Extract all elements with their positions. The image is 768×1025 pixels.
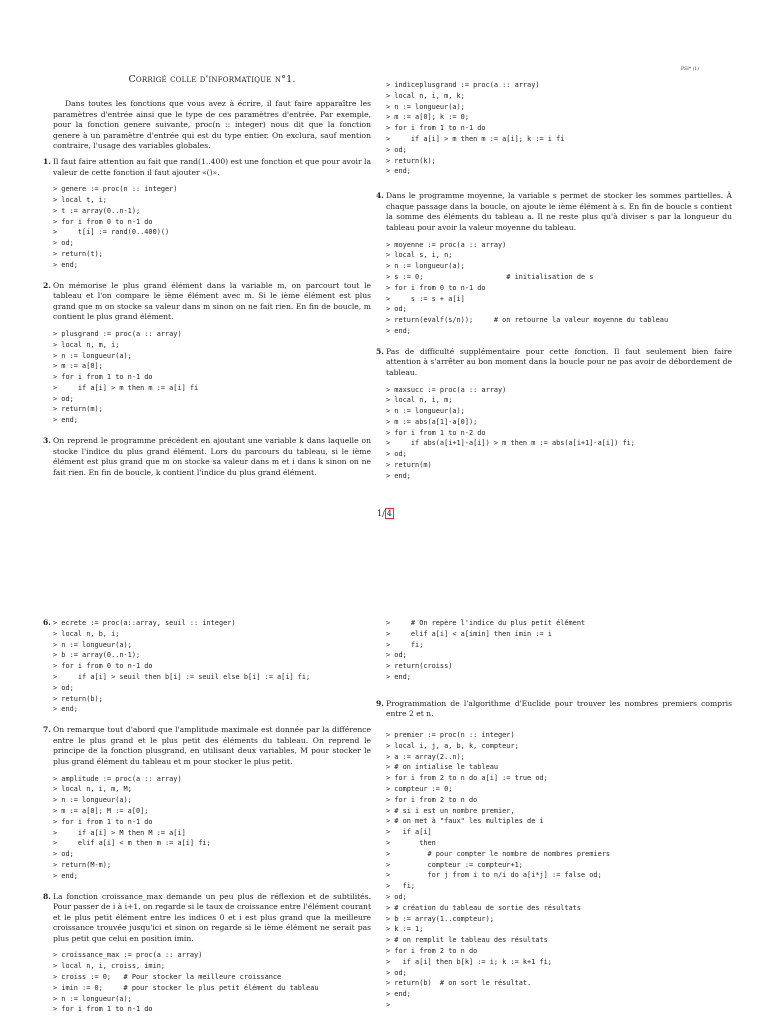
exercise-number: 5. <box>376 346 384 356</box>
exercise-number: 8. <box>43 891 51 901</box>
page-number <box>377 509 394 518</box>
exercise-7 <box>43 725 371 881</box>
intro-paragraph: Dans toutes les fonctions que vous avez à écrire, il faut faire apparaître les paramètres d'entrée ainsi que le type de ces paramètres d'entrée. Par exemple, pour la fonction genere suivante, proc(n :: integer) nous dit que la fonction genere à un paramètre d'entrée qui est du type entier. On exclura, sauf mention contraire, l'usage des variables globales. <box>53 99 371 151</box>
exercise-8-code-continued <box>386 618 732 683</box>
page-2-left-column <box>43 618 371 1025</box>
exercise-3-code <box>386 80 732 177</box>
page-marker: PSI* (1) <box>681 67 699 72</box>
page-2 <box>0 600 768 1024</box>
code-block: > indiceplusgrand := proc(a :: array) > local n, i, m, k; > n := longueur(a); > m := a[0]; k := 0; > for i from 1 to n-1 do > if a[i] > m then m := a[i]; k := i fi > od; > return(k); > end; <box>386 81 565 176</box>
exercise-text: On remarque tout d'abord que l'amplitude maximale est donnée par la différence entre le plus grand et le plus petit des éléments du tableau. On reprend le principe de la fonction plusgrand, en utilisant deux variables, M pour stocker le plus grand élément du tableau et m pour stocker le plus petit. <box>53 725 371 766</box>
exercise-4 <box>376 191 732 337</box>
exercise-text: Programmation de l'algorithme d'Euclide pour trouver les nombres premiers compris entre 2 et n. <box>386 698 732 719</box>
exercise-number: 1. <box>43 156 51 166</box>
page-1-right-column <box>376 74 732 492</box>
exercise-text: Dans le programme moyenne, la variable s permet de stocker les sommes partielles. À chaque passage dans la boucle, on ajoute le ième élément à s. En fin de boucle s contient la somme des éléments du tableau a. Il ne reste plus qu'à diviser s par la longueur du tableau pour avoir la valeur moyenne du tableau. <box>386 191 732 232</box>
exercise-text: On reprend le programme précédent en ajoutant une variable k dans laquelle on stocke l'indice du plus grand élément. Lors du parcours du tableau, si le ième élément est plus grand que m on stocke sa valeur dans m et i dans k sinon on ne fait rien. En fin de boucle, k contient l'indice du plus grand élément. <box>53 436 371 477</box>
code-block: > maxsucc := proc(a :: array) > local n, i, m; > n := longueur(a); > m := abs(a[1]-a[0]); > for i from 1 to n-2 do > if abs(a[i+1]-a[i]) > m then m := abs(a[i+1]-a[i]) fi; > od; > return(m) > end; <box>386 385 635 480</box>
exercise-number: 7. <box>43 725 51 735</box>
exercise-3 <box>43 436 371 478</box>
page-count-link[interactable]: 4 <box>386 509 392 518</box>
exercise-text: Il faut faire attention au fait que rand(1..400) est une fonction et que pour avoir la valeur de cette fonction il faut ajouter «()». <box>53 156 371 177</box>
exercise-text: Pas de difficulté supplémentaire pour cette fonction. Il faut seulement bien faire attention à s'arrêter au bon moment dans la boucle pour ne pas avoir de débordement de tableau. <box>386 346 732 377</box>
exercise-number: 6. <box>43 618 51 627</box>
code-block: > # On repère l'indice du plus petit élément > elif a[i] < a[imin] then imin := i > fi; > od; > return(croiss) > end; <box>386 619 586 681</box>
exercise-number: 4. <box>376 191 384 201</box>
exercise-number: 3. <box>43 436 51 446</box>
page-1-left-column <box>43 74 371 488</box>
document-title: Corrigé colle d'informatique n°1. <box>128 74 296 85</box>
code-block: > croissance_max := proc(a :: array) > local n, i, croiss, imin; > croiss := 0; # Pour stocker la meilleure croissance > imin := 0; # pour stocker le plus petit élément du tableau > n := longueur(a); > for i from 1 to n-1 do <box>53 951 319 1014</box>
exercise-8 <box>43 891 371 1016</box>
code-block: > genere := proc(n :: integer) > local t, i; > t := array(0..n-1); > for i from 0 to n-1 do > t[i] := rand(0..400)() > od; > return(t); > end; <box>53 185 178 269</box>
code-block: > premier := proc(n :: integer) > local i, j, a, b, k, compteur; > a := array(2..n); > # on intialise le tableau > for i from 2 to n do a[i] := true od; > compteur := 0; > for i from 2 to n do > # si i est un nombre premier, > # on met à "faux" les multiples de i > if a[i] > then > # pour compter le nombre de nombres premiers > compteur := compteur+1; > for j from i to n/i do a[i*j] := false od; > fi; > od; > # création du tableau de sortie des résultats > b := array(1..compteur); > k := 1; > # on remplit le tableau des résultats > for i from 2 to n do > if a[i] then b[k] := i; k := k+1 fi; > od; > return(b) # on sort le résultat. > end; > <box>386 730 611 1009</box>
exercise-2 <box>43 280 371 427</box>
exercise-5 <box>376 346 732 482</box>
page-2-right-column <box>376 618 732 1021</box>
exercise-1 <box>43 156 371 271</box>
code-block: > amplitude := proc(a :: array) > local n, i, m, M; > n := longueur(a); > m := a[0]; M := a[0]; > for i from 1 to n-1 do > if a[i] > M then M := a[i] > elif a[i] < m then m := a[i] fi; > od; > return(M-m); > end; <box>53 774 211 880</box>
exercise-number: 2. <box>43 280 51 290</box>
exercise-6 <box>43 618 371 715</box>
exercise-text: On mémorise le plus grand élément dans la variable m, on parcourt tout le tableau et l'on compare le ième élément avec m. Si le ième élément est plus grand que m on stocke sa valeur dans m sinon on ne fait rien. En fin de boucle, m contient le plus grand élément. <box>53 280 371 322</box>
page-number-prefix: 1/ <box>377 509 385 518</box>
exercise-text: La fonction croissance_max demande un peu plus de réflexion et de subtilités. Pour passer de i à i+1, on regarde si le taux de croissance entre l'élément courant et le plus petit élément entre les indices 0 et i est plus grand que la meilleure croissance trouvée jusqu'ici et sinon on regarde si le ième élément ne serait pas plus petit que celui en position imin. <box>53 891 371 943</box>
code-block: > plusgrand := proc(a :: array) > local n, m, i; > n := longueur(a); > m := a[0]; > for i from 1 to n-1 do > if a[i] > m then m := a[i] fi > od; > return(m); > end; <box>53 329 199 425</box>
exercise-number: 9. <box>376 698 384 708</box>
code-block: > ecrete := proc(a::array, seuil :: integer) > local n, b, i; > n := longueur(a); > b := array(0..n-1); > for i from 0 to n-1 do > if a[i] > seuil then b[i] := seuil else b[i] := a[i] fi; > od; > return(b); > end; <box>53 619 311 714</box>
code-block: > moyenne := proc(a :: array) > local s, i, n; > n := longueur(a); > s := 0; # initialisation de s > for i from 0 to n-1 do > s := s + a[i] > od; > return(evalf(s/n)); # on retourne la valeur moyenne du tableau > end; <box>386 240 669 335</box>
exercise-9 <box>376 698 732 1011</box>
